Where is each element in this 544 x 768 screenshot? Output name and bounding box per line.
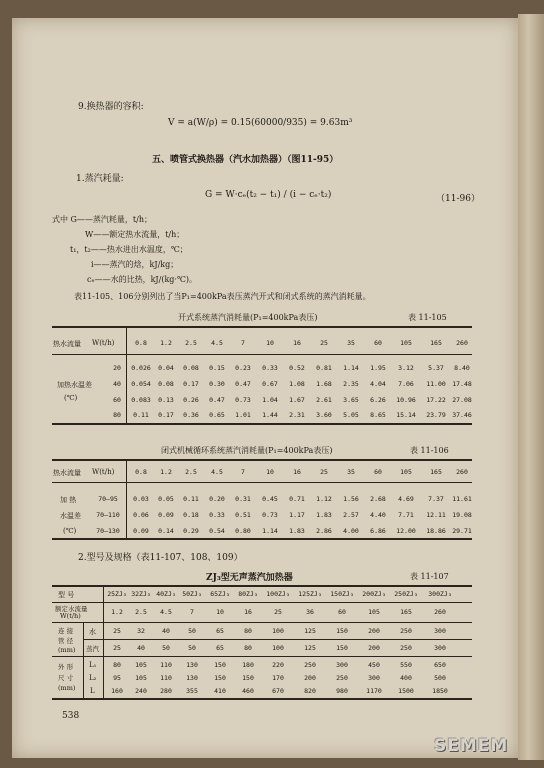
table-107-water-cell: 250 bbox=[400, 627, 412, 635]
table-105-flow-header: 7 bbox=[241, 339, 245, 347]
table-105-flow-header: 4.5 bbox=[211, 339, 223, 347]
steam-consumption-heading: 1.蒸汽耗量: bbox=[76, 174, 124, 184]
table-106-cell: 0.06 bbox=[133, 511, 149, 519]
table-105-cell: 0.04 bbox=[158, 364, 174, 372]
table-107-water-cell: 65 bbox=[216, 627, 224, 635]
table-107-model: 100ZJ₃ bbox=[266, 590, 290, 598]
table-106-flow-header: 4.5 bbox=[211, 468, 223, 476]
table-105-cell: 11.00 bbox=[426, 380, 446, 388]
table-106-flow-label: 热水流量 bbox=[53, 469, 81, 477]
table-105-cell: 0.054 bbox=[131, 380, 151, 388]
table-106-flow-unit: W(t/h) bbox=[92, 468, 115, 476]
where-line-5: cₑ——水的比热，kJ/(kg·℃)。 bbox=[87, 275, 198, 284]
table-105-cell: 0.11 bbox=[133, 411, 149, 419]
table-107-flow-label: 额定水流量 bbox=[55, 605, 88, 613]
table-107-pipe-label-1: 连 接 bbox=[58, 627, 74, 635]
where-line-2: W——额定热水流量，t/h； bbox=[85, 230, 185, 239]
table-106-divider bbox=[126, 459, 127, 538]
table-105-row-label: 加热水温差 bbox=[57, 381, 92, 389]
table-106-flow-header: 7 bbox=[241, 468, 245, 476]
table-106-cell: 19.08 bbox=[452, 511, 472, 519]
equation-number: （11-96） bbox=[436, 194, 480, 204]
table-107-dim-label-1: 外 形 bbox=[58, 663, 74, 671]
table-105-cell: 17.22 bbox=[426, 396, 446, 404]
table-107-water-cell: 150 bbox=[336, 627, 348, 635]
table-107-L2-label: L₂ bbox=[89, 674, 97, 682]
table-105-cell: 0.17 bbox=[183, 380, 199, 388]
table-107-model: 150ZJ₃ bbox=[330, 590, 354, 598]
table-107-divider bbox=[103, 585, 104, 698]
table-106-cell: 0.20 bbox=[209, 495, 225, 503]
table-107-flow-cell: 165 bbox=[400, 608, 412, 616]
table-107-flow-cell: 260 bbox=[434, 608, 446, 616]
table-105-cell: 4.04 bbox=[370, 380, 386, 388]
table-107-flow-cell: 7 bbox=[190, 608, 194, 616]
table-105-cell: 0.73 bbox=[235, 396, 251, 404]
table-105-cell: 0.52 bbox=[289, 364, 305, 372]
table-107-L-cell: 160 bbox=[111, 687, 123, 695]
table-105-cell: 0.65 bbox=[209, 411, 225, 419]
table-107-sub-divider bbox=[83, 622, 84, 698]
table-106-flow-header: 2.5 bbox=[185, 468, 197, 476]
intro-paragraph: 表11-105、106分别列出了当P₁=400kPa表压蒸汽开式和闭式系统的蒸汽消耗量。 bbox=[74, 292, 371, 301]
table-105-cell: 1.44 bbox=[262, 411, 278, 419]
table-107-L1-cell: 150 bbox=[214, 661, 226, 669]
table-105-cell: 1.01 bbox=[235, 411, 251, 419]
table-106-number: 表 11-106 bbox=[410, 446, 449, 455]
table-107-L1-cell: 650 bbox=[434, 661, 446, 669]
table-107-L-cell: 980 bbox=[336, 687, 348, 695]
table-106-flow-header: 25 bbox=[320, 468, 328, 476]
table-105-cell: 0.13 bbox=[158, 396, 174, 404]
table-107-model: 65ZJ₃ bbox=[210, 590, 230, 598]
table-107-L1-cell: 80 bbox=[113, 661, 121, 669]
table-106-top-rule bbox=[52, 459, 472, 461]
table-107-L-cell: 1500 bbox=[398, 687, 414, 695]
table-107-L1-label: L₁ bbox=[89, 661, 97, 669]
table-105-cell: 0.15 bbox=[209, 364, 225, 372]
table-105-cell: 0.36 bbox=[183, 411, 199, 419]
page-number: 538 bbox=[62, 711, 80, 721]
table-106-cell: 4.00 bbox=[343, 527, 359, 535]
table-105-cell: 23.79 bbox=[426, 411, 446, 419]
table-105-temp-diff: 40 bbox=[113, 380, 121, 388]
section-9-heading: 9.换热器的容积: bbox=[78, 102, 144, 112]
table-105-bottom-rule bbox=[52, 423, 472, 425]
table-105-cell: 27.08 bbox=[452, 396, 472, 404]
volume-equation: V = a(W/ρ) = 0.15(60000/935) = 9.63m³ bbox=[168, 118, 353, 128]
table-107-L1-cell: 110 bbox=[160, 661, 172, 669]
table-107-pipe-label-3: (mm) bbox=[58, 646, 76, 654]
table-105-cell: 0.33 bbox=[262, 364, 278, 372]
table-105-cell: 0.67 bbox=[262, 380, 278, 388]
section-2-heading: 2.型号及规格（表11-107、108、109） bbox=[78, 553, 243, 563]
table-105-flow-header: 1.2 bbox=[160, 339, 172, 347]
table-107-L-cell: 280 bbox=[160, 687, 172, 695]
table-107-L2-cell: 150 bbox=[242, 674, 254, 682]
table-107-flow-cell: 1.2 bbox=[111, 608, 123, 616]
table-105-cell: 2.61 bbox=[316, 396, 332, 404]
table-107-flow-cell: 16 bbox=[244, 608, 252, 616]
table-107-steam-cell: 40 bbox=[137, 644, 145, 652]
table-107-L2-cell: 110 bbox=[160, 674, 172, 682]
table-107-L1-cell: 550 bbox=[400, 661, 412, 669]
table-105-cell: 1.68 bbox=[316, 380, 332, 388]
table-106-flow-header: 105 bbox=[400, 468, 412, 476]
table-106-cell: 1.12 bbox=[316, 495, 332, 503]
table-105-title: 开式系统蒸汽消耗量(P₁=400kPa表压) bbox=[178, 313, 318, 322]
table-106-cell: 1.83 bbox=[289, 527, 305, 535]
table-107-L2-cell: 130 bbox=[186, 674, 198, 682]
table-107-L2-cell: 105 bbox=[135, 674, 147, 682]
table-106-cell: 7.37 bbox=[428, 495, 444, 503]
table-107-L1-cell: 220 bbox=[272, 661, 284, 669]
table-107-model: 200ZJ₃ bbox=[362, 590, 386, 598]
table-106-cell: 1.17 bbox=[289, 511, 305, 519]
table-106-cell: 0.09 bbox=[158, 511, 174, 519]
table-106-cell: 0.31 bbox=[235, 495, 251, 503]
table-107-steam-cell: 250 bbox=[400, 644, 412, 652]
table-106-cell: 0.14 bbox=[158, 527, 174, 535]
table-105-cell: 7.06 bbox=[398, 380, 414, 388]
table-107-water-cell: 200 bbox=[368, 627, 380, 635]
table-106-cell: 0.45 bbox=[262, 495, 278, 503]
table-106-label-2: 水温差 bbox=[60, 512, 81, 520]
table-107-flow-unit: W(t/h) bbox=[60, 612, 81, 620]
table-106-cell: 2.68 bbox=[370, 495, 386, 503]
table-107-L2-cell: 400 bbox=[400, 674, 412, 682]
table-105-flow-label: 热水流量 bbox=[53, 340, 81, 348]
page-edge bbox=[518, 14, 544, 760]
table-106-cell: 4.40 bbox=[370, 511, 386, 519]
table-105-cell: 0.08 bbox=[183, 364, 199, 372]
table-106-cell: 0.29 bbox=[183, 527, 199, 535]
table-107-L-cell: 670 bbox=[272, 687, 284, 695]
table-105-cell: 0.47 bbox=[235, 380, 251, 388]
table-107-model: 125ZJ₃ bbox=[298, 590, 322, 598]
where-line-1: 式中 G——蒸汽耗量，t/h； bbox=[52, 215, 152, 224]
table-107-model: 250ZJ₃ bbox=[394, 590, 418, 598]
table-107-L2-cell: 250 bbox=[336, 674, 348, 682]
table-107-L2-cell: 95 bbox=[113, 674, 121, 682]
table-106-cell: 12.11 bbox=[426, 511, 446, 519]
table-107-L2-cell: 150 bbox=[214, 674, 226, 682]
table-106-temp-range: 70—95 bbox=[98, 495, 118, 503]
steam-equation: G = W·cₑ(t₂ − t₁) / (i − cₑ·t₂) bbox=[205, 190, 332, 200]
table-107-L-cell: 460 bbox=[242, 687, 254, 695]
table-107-steam-label: 蒸汽 bbox=[86, 645, 99, 653]
table-107-water-cell: 50 bbox=[188, 627, 196, 635]
table-107-rule-4 bbox=[52, 656, 472, 657]
table-105-number: 表 11-105 bbox=[408, 313, 447, 322]
table-106-cell: 0.71 bbox=[289, 495, 305, 503]
table-106-cell: 11.61 bbox=[452, 495, 472, 503]
watermark-logo: SEMEM bbox=[434, 736, 509, 756]
table-105-cell: 8.40 bbox=[454, 364, 470, 372]
table-107-L-cell: 355 bbox=[186, 687, 198, 695]
table-105-cell: 10.96 bbox=[396, 396, 416, 404]
table-107-flow-cell: 4.5 bbox=[160, 608, 172, 616]
table-106-temp-range: 70—130 bbox=[96, 527, 120, 535]
table-107-steam-cell: 80 bbox=[244, 644, 252, 652]
table-105-flow-header: 60 bbox=[374, 339, 382, 347]
table-107-top-rule bbox=[52, 585, 472, 587]
table-105-flow-header: 25 bbox=[320, 339, 328, 347]
table-106-cell: 7.71 bbox=[398, 511, 414, 519]
table-106-cell: 0.03 bbox=[133, 495, 149, 503]
table-106-cell: 4.69 bbox=[398, 495, 414, 503]
table-106-cell: 0.54 bbox=[209, 527, 225, 535]
table-107-L-cell: 1850 bbox=[432, 687, 448, 695]
table-105-row-unit: (℃) bbox=[64, 394, 78, 402]
table-105-flow-header: 10 bbox=[266, 339, 274, 347]
table-105-cell: 0.08 bbox=[158, 380, 174, 388]
table-106-cell: 0.80 bbox=[235, 527, 251, 535]
table-107-steam-cell: 25 bbox=[113, 644, 121, 652]
table-106-cell: 0.11 bbox=[183, 495, 199, 503]
table-106-cell: 0.05 bbox=[158, 495, 174, 503]
table-107-flow-cell: 36 bbox=[306, 608, 314, 616]
table-106-cell: 1.14 bbox=[262, 527, 278, 535]
table-106-title: 闭式机械循环系统蒸汽消耗量(P₁=400kPa表压) bbox=[161, 446, 333, 455]
table-107-L2-cell: 300 bbox=[368, 674, 380, 682]
table-105-flow-header: 260 bbox=[456, 339, 468, 347]
table-107-L-cell: 1170 bbox=[366, 687, 382, 695]
table-107-model: 25ZJ₃ bbox=[107, 590, 127, 598]
table-107-L-cell: 820 bbox=[304, 687, 316, 695]
table-105-cell: 6.26 bbox=[370, 396, 386, 404]
table-105-temp-diff: 20 bbox=[113, 364, 121, 372]
table-105-top-rule bbox=[52, 326, 472, 328]
table-105-cell: 0.26 bbox=[183, 396, 199, 404]
table-107-L-label: L bbox=[90, 687, 95, 695]
table-105-flow-header: 35 bbox=[347, 339, 355, 347]
table-106-label-1: 加 热 bbox=[60, 496, 77, 504]
table-107-steam-cell: 50 bbox=[162, 644, 170, 652]
table-107-model: 50ZJ₃ bbox=[182, 590, 202, 598]
table-106-cell: 12.00 bbox=[396, 527, 416, 535]
table-106-flow-header: 1.2 bbox=[160, 468, 172, 476]
table-107-water-cell: 80 bbox=[244, 627, 252, 635]
table-107-steam-cell: 150 bbox=[336, 644, 348, 652]
table-105-cell: 0.47 bbox=[209, 396, 225, 404]
table-105-cell: 0.083 bbox=[131, 396, 151, 404]
table-106-cell: 0.51 bbox=[235, 511, 251, 519]
table-105-header-rule bbox=[52, 354, 472, 355]
table-105-cell: 1.67 bbox=[289, 396, 305, 404]
table-107-water-cell: 25 bbox=[113, 627, 121, 635]
table-105-cell: 3.60 bbox=[316, 411, 332, 419]
table-105-cell: 1.14 bbox=[343, 364, 359, 372]
table-106-cell: 18.86 bbox=[426, 527, 446, 535]
table-107-dim-label-3: (mm) bbox=[58, 684, 76, 692]
table-105-cell: 8.65 bbox=[370, 411, 386, 419]
table-107-pipe-label-2: 管 径 bbox=[58, 637, 74, 645]
table-107-L1-cell: 130 bbox=[186, 661, 198, 669]
table-107-dim-label-2: 尺 寸 bbox=[58, 674, 74, 682]
table-107-model: 80ZJ₃ bbox=[238, 590, 258, 598]
table-106-cell: 1.56 bbox=[343, 495, 359, 503]
table-107-model: 40ZJ₃ bbox=[156, 590, 176, 598]
table-107-L2-cell: 170 bbox=[272, 674, 284, 682]
table-107-flow-cell: 10 bbox=[216, 608, 224, 616]
table-106-label-3: (℃) bbox=[63, 527, 77, 535]
table-107-L2-cell: 500 bbox=[434, 674, 446, 682]
table-107-bottom-rule bbox=[52, 698, 472, 700]
table-105-cell: 0.026 bbox=[131, 364, 151, 372]
table-105-flow-header: 165 bbox=[430, 339, 442, 347]
table-107-model: 32ZJ₃ bbox=[131, 590, 151, 598]
table-107-flow-cell: 25 bbox=[274, 608, 282, 616]
table-105-cell: 17.48 bbox=[452, 380, 472, 388]
table-106-cell: 2.57 bbox=[343, 511, 359, 519]
where-line-4: i——蒸汽的焓，kJ/kg； bbox=[91, 260, 179, 269]
table-105-flow-header: 105 bbox=[400, 339, 412, 347]
table-107-steam-cell: 65 bbox=[216, 644, 224, 652]
table-106-cell: 29.71 bbox=[452, 527, 472, 535]
table-106-temp-range: 70—110 bbox=[96, 511, 120, 519]
table-105-cell: 0.81 bbox=[316, 364, 332, 372]
table-107-flow-cell: 2.5 bbox=[135, 608, 147, 616]
table-106-cell: 2.86 bbox=[316, 527, 332, 535]
table-105-flow-header: 2.5 bbox=[185, 339, 197, 347]
table-105-temp-diff: 60 bbox=[113, 396, 121, 404]
table-105-cell: 1.08 bbox=[289, 380, 305, 388]
table-105-cell: 15.14 bbox=[396, 411, 416, 419]
table-106-cell: 0.73 bbox=[262, 511, 278, 519]
table-106-cell: 0.09 bbox=[133, 527, 149, 535]
table-105-flow-unit: W(t/h) bbox=[92, 339, 115, 347]
table-107-L1-cell: 250 bbox=[304, 661, 316, 669]
table-107-water-cell: 40 bbox=[162, 627, 170, 635]
table-105-cell: 0.17 bbox=[158, 411, 174, 419]
table-107-L1-cell: 105 bbox=[135, 661, 147, 669]
section-5-heading: 五、喷管式换热器（汽水加热器）（图11-95） bbox=[152, 155, 339, 165]
table-107-rule-3 bbox=[83, 639, 472, 640]
table-106-flow-header: 260 bbox=[456, 468, 468, 476]
table-105-cell: 37.46 bbox=[452, 411, 472, 419]
table-106-bottom-rule bbox=[52, 538, 472, 540]
table-107-rule-2 bbox=[52, 622, 472, 623]
table-105-cell: 1.04 bbox=[262, 396, 278, 404]
table-105-cell: 2.31 bbox=[289, 411, 305, 419]
table-107-rule-1 bbox=[52, 602, 472, 603]
table-107-water-cell: 300 bbox=[434, 627, 446, 635]
table-105-temp-diff: 80 bbox=[113, 411, 121, 419]
table-107-number: 表 11-107 bbox=[410, 572, 449, 581]
table-106-cell: 0.18 bbox=[183, 511, 199, 519]
table-105-flow-header: 16 bbox=[293, 339, 301, 347]
table-107-L1-cell: 450 bbox=[368, 661, 380, 669]
table-107-L2-cell: 200 bbox=[304, 674, 316, 682]
table-105-cell: 5.05 bbox=[343, 411, 359, 419]
where-line-3: t₁，t₂——热水进出水温度，℃； bbox=[70, 245, 188, 254]
table-107-L-cell: 240 bbox=[135, 687, 147, 695]
table-107-model-label: 型 号 bbox=[58, 591, 75, 599]
table-106-cell: 1.83 bbox=[316, 511, 332, 519]
table-107-L-cell: 410 bbox=[214, 687, 226, 695]
table-106-header-rule bbox=[52, 482, 472, 483]
table-107-steam-cell: 300 bbox=[434, 644, 446, 652]
table-107-model: 300ZJ₃ bbox=[428, 590, 452, 598]
table-106-cell: 6.86 bbox=[370, 527, 386, 535]
table-106-flow-header: 35 bbox=[347, 468, 355, 476]
table-107-water-label: 水 bbox=[89, 628, 96, 636]
table-105-cell: 0.30 bbox=[209, 380, 225, 388]
table-107-water-cell: 32 bbox=[137, 627, 145, 635]
table-107-flow-cell: 60 bbox=[338, 608, 346, 616]
table-106-flow-header: 165 bbox=[430, 468, 442, 476]
table-106-flow-header: 60 bbox=[374, 468, 382, 476]
table-107-water-cell: 125 bbox=[304, 627, 316, 635]
table-106-flow-header: 10 bbox=[266, 468, 274, 476]
table-105-cell: 3.65 bbox=[343, 396, 359, 404]
table-107-water-cell: 100 bbox=[272, 627, 284, 635]
table-107-steam-cell: 125 bbox=[304, 644, 316, 652]
table-105-cell: 1.95 bbox=[370, 364, 386, 372]
table-106-flow-header: 16 bbox=[293, 468, 301, 476]
table-107-title: ZJ₃型无声蒸汽加热器 bbox=[206, 573, 293, 583]
table-107-steam-cell: 100 bbox=[272, 644, 284, 652]
table-105-divider bbox=[126, 326, 127, 424]
table-105-flow-header: 0.8 bbox=[135, 339, 147, 347]
table-105-cell: 3.12 bbox=[398, 364, 414, 372]
table-107-L1-cell: 300 bbox=[336, 661, 348, 669]
table-107-steam-cell: 50 bbox=[188, 644, 196, 652]
table-107-steam-cell: 200 bbox=[368, 644, 380, 652]
table-107-L1-cell: 180 bbox=[242, 661, 254, 669]
table-105-cell: 5.37 bbox=[428, 364, 444, 372]
table-105-cell: 0.23 bbox=[235, 364, 251, 372]
table-107-flow-cell: 105 bbox=[368, 608, 380, 616]
table-106-cell: 0.33 bbox=[209, 511, 225, 519]
table-105-cell: 2.35 bbox=[343, 380, 359, 388]
table-106-flow-header: 0.8 bbox=[135, 468, 147, 476]
